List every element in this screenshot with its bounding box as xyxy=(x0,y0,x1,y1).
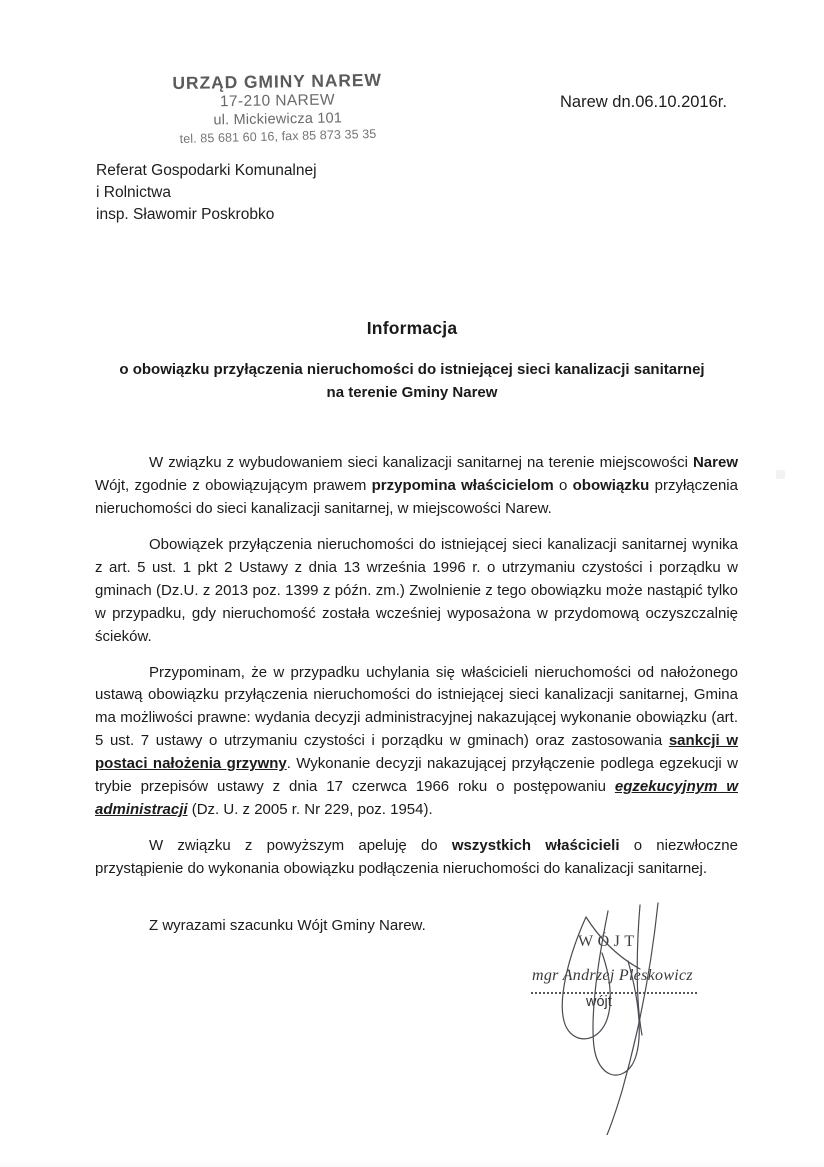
p1-bold-reminds-owners: przypomina właścicielom xyxy=(371,476,554,494)
p4-bold-all-owners: wszystkich właścicieli xyxy=(451,837,620,855)
p3-segment-3: (Dz. U. z 2005 r. Nr 229, poz. 1954). xyxy=(187,801,433,819)
office-street: ul. Mickiewicza 101 xyxy=(213,110,343,129)
paragraph-4 xyxy=(95,835,738,881)
p1-segment-1: W związku z wybudowaniem sieci kanalizacji sanitarnej na terenie miejscowości xyxy=(149,454,693,471)
signature-title-caps: WÓJT xyxy=(578,933,639,950)
p1-segment-3: o xyxy=(553,476,573,494)
p1-segment-2: Wójt, zgodnie z obowiązującym prawem xyxy=(95,476,372,494)
signature-dotted-rule xyxy=(531,989,697,994)
office-letterhead-stamp xyxy=(112,69,443,147)
closing-salutation: Z wyrazami szacunku Wójt Gminy Narew. xyxy=(149,917,426,934)
department-line-1: Referat Gospodarki Komunalnej xyxy=(96,162,317,179)
office-postal-city: 17-210 NAREW xyxy=(219,91,336,111)
document-subtitle: o obowiązku przyłączenia nieruchomości do istniejącej sieci kanalizacji sanitarnej na terenie Gminy Narew xyxy=(119,361,705,402)
signature-area xyxy=(500,905,800,1145)
scan-artifact-speck xyxy=(776,470,785,479)
document-body xyxy=(95,452,738,881)
p4-segment-1: W związku z powyższym apeluję do xyxy=(149,837,452,855)
p3-segment-2: . Wykonanie decyzji nakazującej przyłączenie podlega egzekucji w trybie przepisów ustawy z dnia 17 czerwca 1966 roku o postępowaniu xyxy=(95,755,738,796)
department-line-2: i Rolnictwa xyxy=(96,184,171,201)
p3-underline-fine-sanction: sankcji w postaci nałożenia grzywny xyxy=(95,732,739,773)
p3-underline-enforcement-act: egzekucyjnym w administracji xyxy=(95,778,738,819)
document-title: Informacja xyxy=(366,318,458,338)
paragraph-3 xyxy=(95,662,738,823)
handwritten-signature-icon xyxy=(490,895,790,1135)
signature-role: wójt xyxy=(586,994,612,1010)
p1-segment-4: przyłączenia nieruchomości do sieci kanalizacji sanitarnej, w miejscowości Narew. xyxy=(95,476,738,517)
p1-bold-obligation: obowiązku xyxy=(572,476,650,494)
department-block xyxy=(96,160,317,226)
signature-name: mgr Andrzej Pleskowicz xyxy=(532,967,693,984)
office-name: URZĄD GMINY NAREW xyxy=(172,69,382,94)
p4-segment-2: o niezwłoczne przystąpienie do wykonania obowiązku podłączenia nieruchomości do kanalizacji sanitarnej. xyxy=(95,837,738,877)
department-inspector: insp. Sławomir Poskrobko xyxy=(96,206,275,223)
office-contact: tel. 85 681 60 16, fax 85 873 35 35 xyxy=(179,126,377,146)
scan-bottom-edge xyxy=(0,1160,824,1167)
p3-segment-1: Przypominam, że w przypadku uchylania się właścicieli nieruchomości od nałożonego ustawą obowiązku przyłączenia nieruchomości do istniejącej sieci kanalizacji sanitarnej, Gmina ma możliwości prawne: wydania decyzji administracyjnej nakazującej wykonanie obowiązku (art. 5 ust. 7 ustawy o utrzymaniu czystości i porządku w gminach) oraz zastosowania xyxy=(95,663,738,750)
date-line: Narew dn.06.10.2016r. xyxy=(560,93,727,111)
paragraph-2: Obowiązek przyłączenia nieruchomości do istniejącej sieci kanalizacji sanitarnej wynika z art. 5 ust. 1 pkt 2 Ustawy z dnia 13 września 1996 r. o utrzymaniu czystości i porządku w gminach (Dz.U. z 2013 poz. 1399 z późn. zm.) Zwolnienie z tego obowiązku może nastąpić tylko w przypadku, gdy nieruchomość została wcześniej wyposażona w przydomową oczyszczalnię ścieków. xyxy=(95,535,738,645)
p1-bold-narew: Narew xyxy=(692,454,738,471)
paragraph-1 xyxy=(95,452,738,521)
